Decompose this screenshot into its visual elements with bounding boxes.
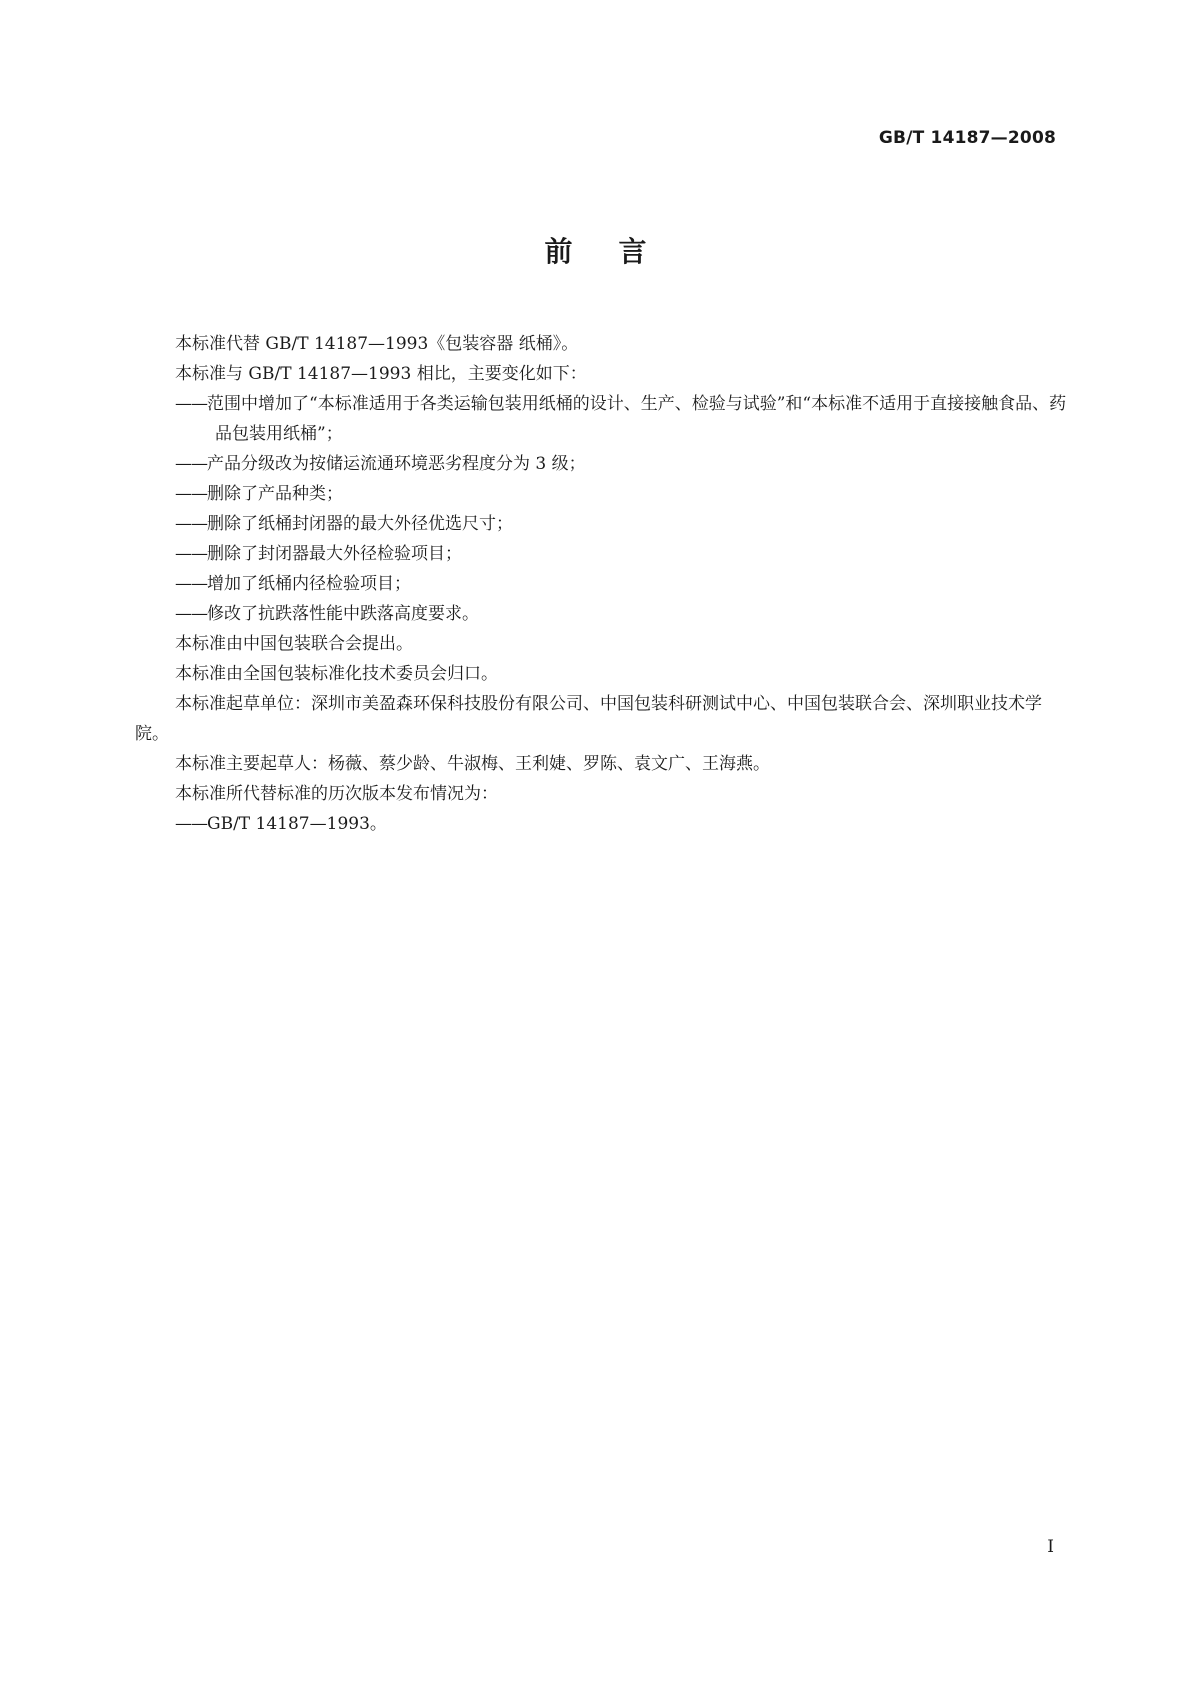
paragraph-drafting-units: 本标准起草单位：深圳市美盈森环保科技股份有限公司、中国包装科研测试中心、中国包装联合会、深圳职业技术学院。 [135, 694, 1042, 744]
dash-marker: —— [175, 544, 207, 564]
change-item-text: 产品分级改为按储运流通环境恶劣程度分为 3 级； [207, 454, 586, 474]
history-item-text: GB/T 14187—1993。 [207, 814, 387, 834]
dash-marker: —— [175, 484, 207, 504]
history-item [135, 809, 1071, 839]
paragraph-changes-intro: 本标准与 GB/T 14187—1993 相比，主要变化如下： [175, 364, 587, 384]
paragraph-under-jurisdiction: 本标准由全国包装标准化技术委员会归口。 [175, 664, 498, 684]
document-body [135, 329, 1071, 839]
dash-marker: —— [175, 394, 207, 414]
change-item-text: 删除了纸桶封闭器的最大外径优选尺寸； [207, 514, 513, 534]
page-title: 前言 [544, 235, 693, 268]
change-item-text: 范围中增加了“本标准适用于各类运输包装用纸桶的设计、生产、检验与试验”和“本标准不适用于直接接触食品、药品包装用纸桶”； [207, 394, 1067, 444]
change-item [135, 509, 1071, 539]
dash-marker: —— [175, 514, 207, 534]
change-item [135, 599, 1071, 629]
page-number: I [1047, 1537, 1054, 1557]
change-item [135, 479, 1071, 509]
dash-marker: —— [175, 454, 207, 474]
change-item [135, 569, 1071, 599]
paragraph-drafters: 本标准主要起草人：杨薇、蔡少龄、牛淑梅、王利婕、罗陈、袁文广、王海燕。 [175, 754, 770, 774]
change-item [135, 389, 1071, 449]
paragraph-replaces: 本标准代替 GB/T 14187—1993《包装容器 纸桶》。 [175, 334, 579, 354]
standard-code: GB/T 14187—2008 [878, 128, 1056, 148]
change-item-text: 增加了纸桶内径检验项目； [207, 574, 411, 594]
dash-marker: —— [175, 814, 207, 834]
change-item-text: 修改了抗跌落性能中跌落高度要求。 [207, 604, 479, 624]
change-item-text: 删除了产品种类； [207, 484, 343, 504]
change-item [135, 539, 1071, 569]
paragraph-proposed-by: 本标准由中国包装联合会提出。 [175, 634, 413, 654]
paragraph-history-intro: 本标准所代替标准的历次版本发布情况为： [175, 784, 498, 804]
change-item [135, 449, 1071, 479]
change-item-text: 删除了封闭器最大外径检验项目； [207, 544, 462, 564]
dash-marker: —— [175, 574, 207, 594]
dash-marker: —— [175, 604, 207, 624]
